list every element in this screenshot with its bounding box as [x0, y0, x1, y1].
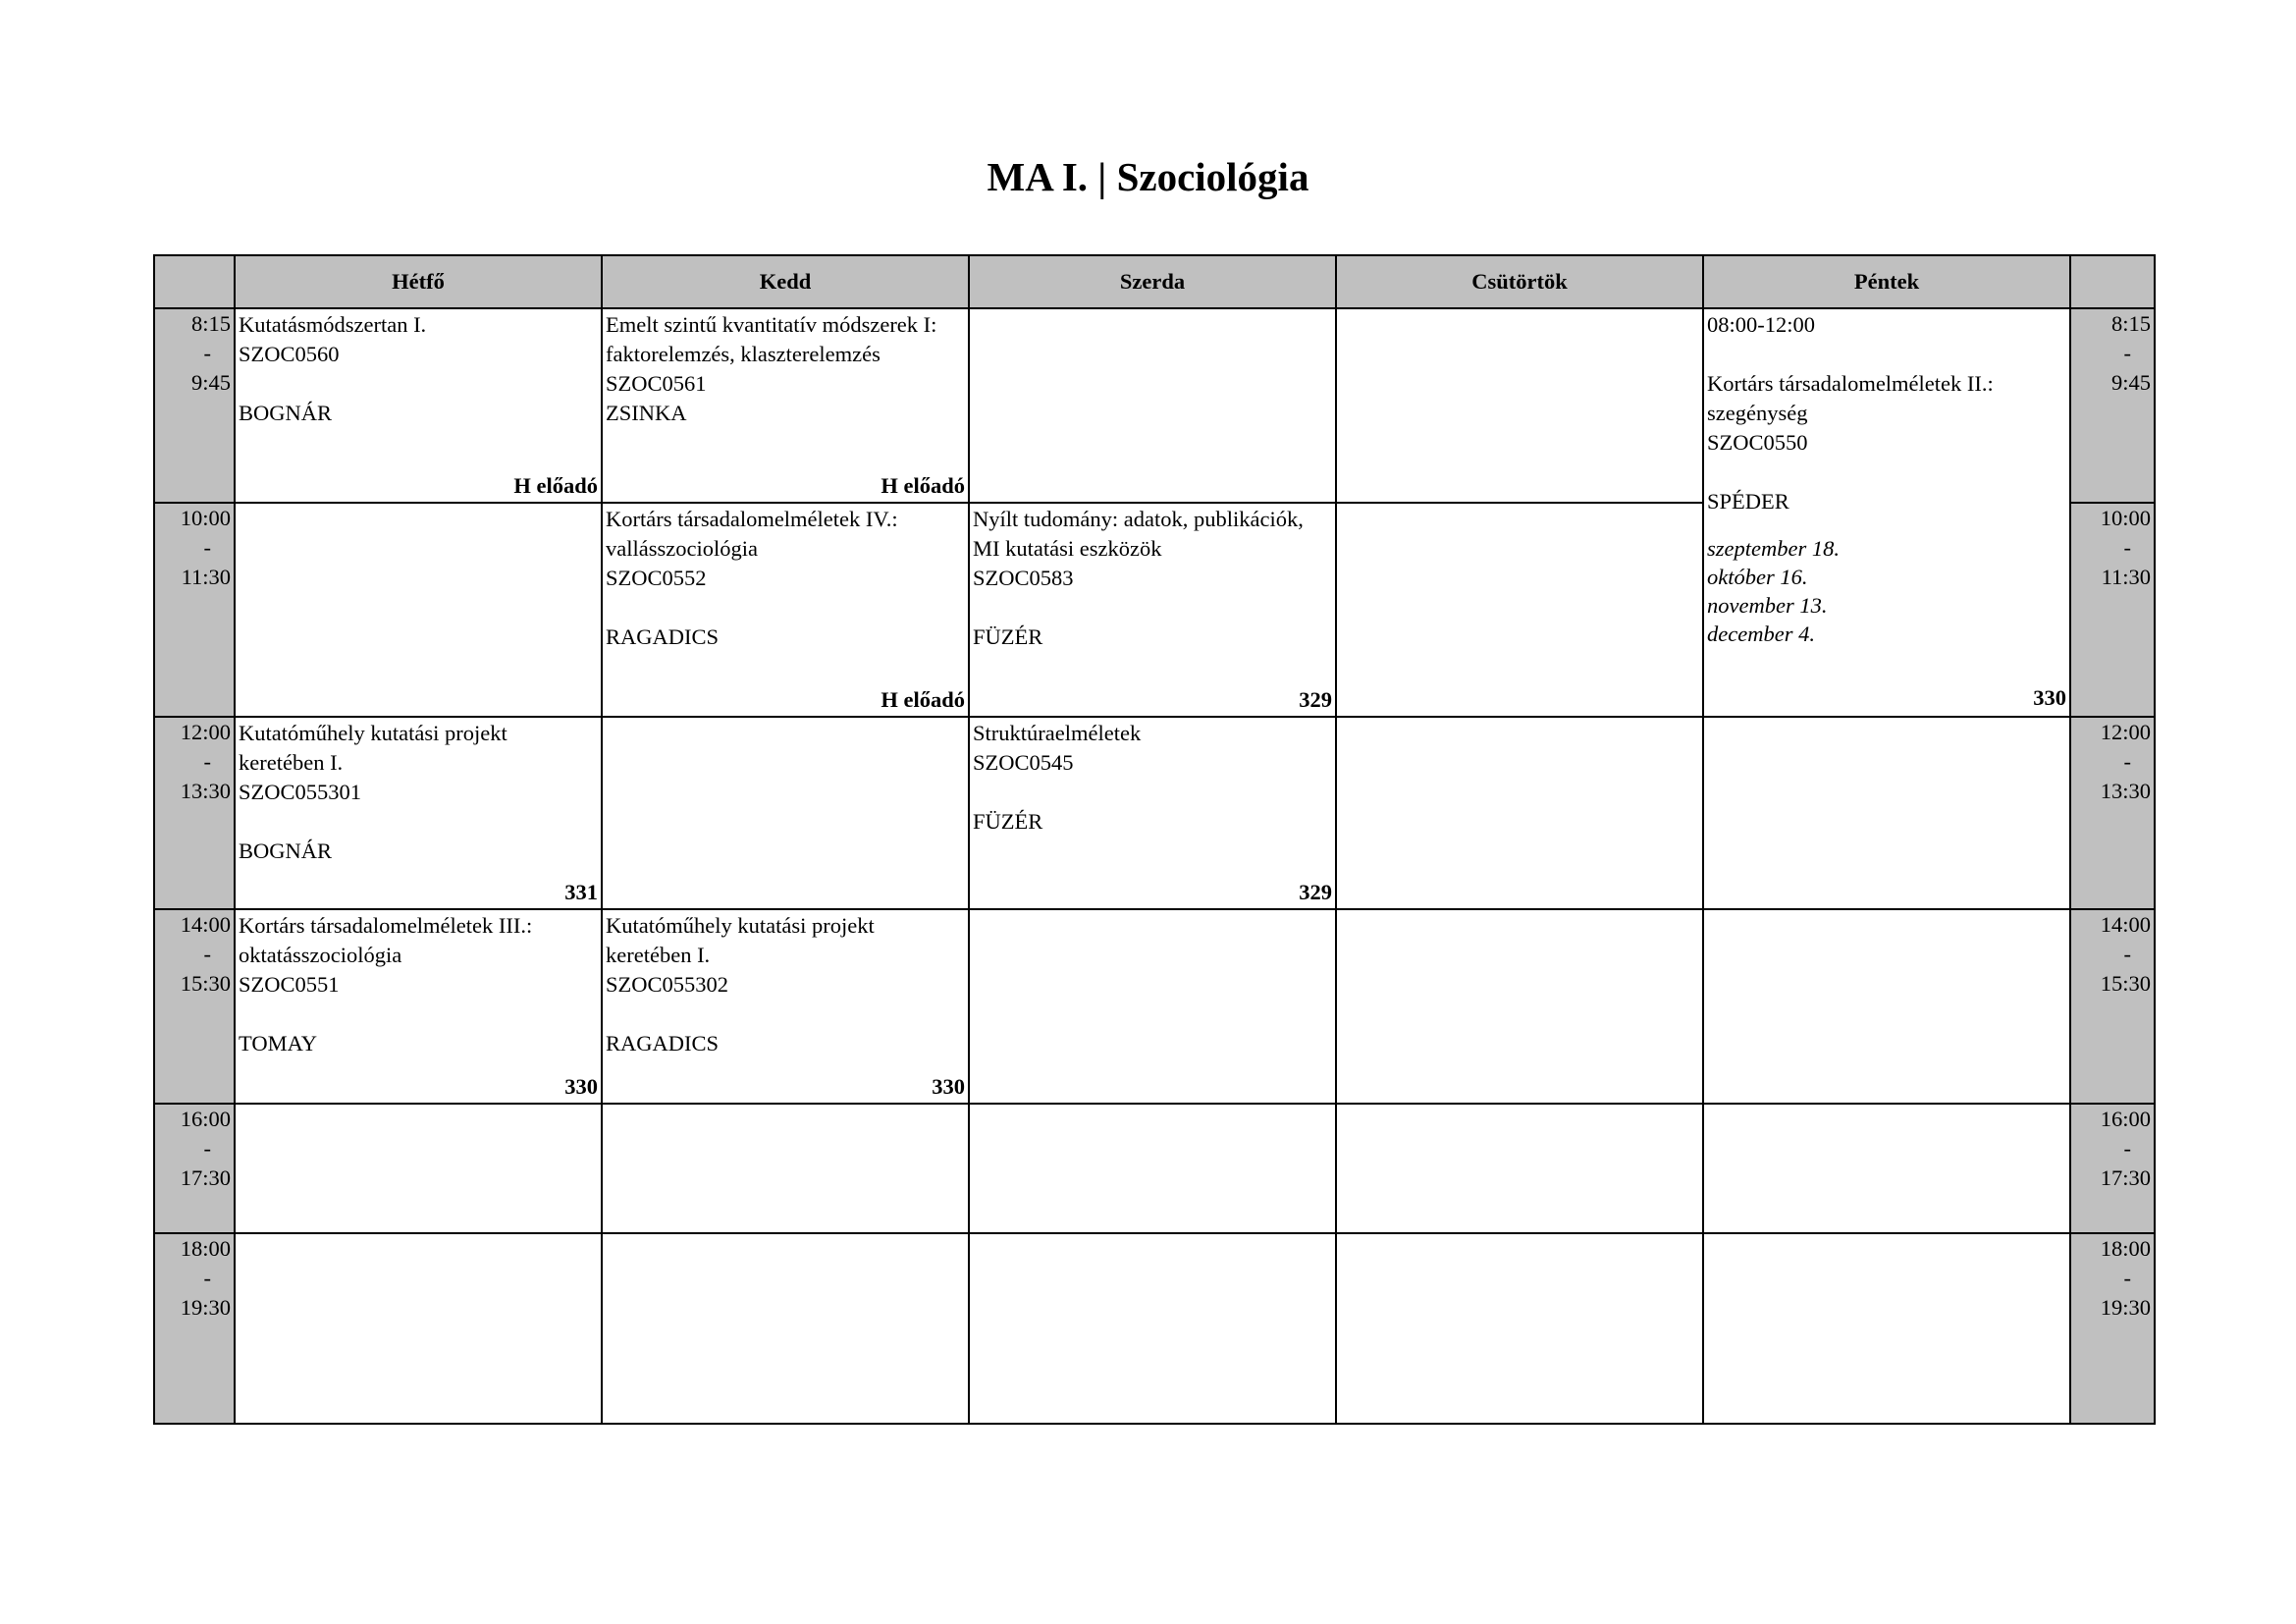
- course-title: Kutatóműhely kutatási projekt: [239, 721, 507, 745]
- page-title: MA I. | Szociológia: [987, 154, 1309, 199]
- time-row-5: [154, 1104, 2155, 1233]
- course-code: SZOC0561: [606, 371, 707, 396]
- course-teacher: ZSINKA: [606, 401, 687, 425]
- slot-friday-5: [1703, 1104, 2070, 1233]
- time-label-left: 16:00 - 17:30: [154, 1104, 235, 1233]
- course-code: SZOC0583: [973, 566, 1074, 590]
- course-title-cont: szegénység: [1707, 401, 1808, 425]
- time-label-left: 12:00 - 13:30: [154, 717, 235, 909]
- time-label-left: 14:00 - 15:30: [154, 909, 235, 1104]
- course-title: Nyílt tudomány: adatok, publikációk,: [973, 507, 1304, 531]
- course-teacher: TOMAY: [239, 1031, 318, 1056]
- slot-thursday-5: [1336, 1104, 1703, 1233]
- course-date: november 13.: [1707, 593, 1828, 618]
- timetable: [153, 254, 2156, 1425]
- slot-friday-3: [1703, 717, 2070, 909]
- slot-monday-2: [235, 503, 602, 717]
- course-room: 330: [564, 1074, 598, 1099]
- course-title-cont: MI kutatási eszközök: [973, 536, 1162, 561]
- slot-tuesday-6: [602, 1233, 969, 1424]
- course-time: 08:00-12:00: [1707, 312, 1815, 337]
- slot-wednesday-2: [969, 503, 1336, 717]
- course-teacher: BOGNÁR: [239, 839, 333, 863]
- header-day-wednesday: Szerda: [969, 255, 1336, 308]
- slot-monday-5: [235, 1104, 602, 1233]
- slot-tuesday-1: [602, 308, 969, 503]
- slot-tuesday-3: [602, 717, 969, 909]
- header-day-tuesday: Kedd: [602, 255, 969, 308]
- course-title-cont: vallásszociológia: [606, 536, 758, 561]
- slot-thursday-2: [1336, 503, 1703, 717]
- course-code: SZOC0545: [973, 750, 1074, 775]
- course-date: december 4.: [1707, 622, 1815, 646]
- time-row-1: [154, 308, 2155, 503]
- time-label-left: 8:15 - 9:45: [154, 308, 235, 503]
- course-teacher: RAGADICS: [606, 1031, 720, 1056]
- course-title: Kutatóműhely kutatási projekt: [606, 913, 875, 938]
- course-title-cont: keretében I.: [606, 943, 711, 967]
- time-label-right: 16:00 - 17:30: [2070, 1104, 2155, 1233]
- course-code: SZOC0550: [1707, 430, 1808, 455]
- time-label-left: 10:00 - 11:30: [154, 503, 235, 717]
- slot-wednesday-5: [969, 1104, 1336, 1233]
- slot-monday-4: [235, 909, 602, 1104]
- course-code: SZOC055301: [239, 780, 362, 804]
- course-code: SZOC0560: [239, 342, 340, 366]
- slot-thursday-3: [1336, 717, 1703, 909]
- header-day-monday: Hétfő: [235, 255, 602, 308]
- course-title: Kortárs társadalomelméletek IV.:: [606, 507, 898, 531]
- course-date: szeptember 18.: [1707, 536, 1840, 561]
- course-teacher: BOGNÁR: [239, 401, 333, 425]
- time-row-3: [154, 717, 2155, 909]
- slot-tuesday-2: [602, 503, 969, 717]
- slot-friday-4: [1703, 909, 2070, 1104]
- slot-tuesday-5: [602, 1104, 969, 1233]
- course-code: SZOC055302: [606, 972, 729, 997]
- course-teacher: FÜZÉR: [973, 809, 1043, 834]
- course-room: H előadó: [513, 473, 598, 498]
- time-label-right: 14:00 - 15:30: [2070, 909, 2155, 1104]
- slot-monday-3: [235, 717, 602, 909]
- header-day-thursday: Csütörtök: [1336, 255, 1703, 308]
- header-row: [154, 255, 2155, 308]
- course-title-cont: oktatásszociológia: [239, 943, 402, 967]
- slot-wednesday-3: [969, 717, 1336, 909]
- header-corner-right: [2070, 255, 2155, 308]
- course-room: H előadó: [881, 473, 965, 498]
- course-room: 330: [932, 1074, 965, 1099]
- course-title: Struktúraelméletek: [973, 721, 1142, 745]
- course-teacher: FÜZÉR: [973, 624, 1043, 649]
- slot-wednesday-1: [969, 308, 1336, 503]
- time-label-right: 18:00 - 19:30: [2070, 1233, 2155, 1424]
- course-room: 330: [2033, 685, 2066, 710]
- time-row-6: [154, 1233, 2155, 1424]
- course-room: 329: [1299, 687, 1332, 712]
- course-title: Emelt szintű kvantitatív módszerek I:: [606, 312, 937, 337]
- time-row-4: [154, 909, 2155, 1104]
- course-date: október 16.: [1707, 565, 1808, 589]
- time-label-right: 12:00 - 13:30: [2070, 717, 2155, 909]
- slot-tuesday-4: [602, 909, 969, 1104]
- time-label-right: 10:00 - 11:30: [2070, 503, 2155, 717]
- course-title: Kortárs társadalomelméletek III.:: [239, 913, 533, 938]
- course-title: Kutatásmódszertan I.: [239, 312, 427, 337]
- course-teacher: RAGADICS: [606, 624, 720, 649]
- course-code: SZOC0551: [239, 972, 340, 997]
- time-label-left: 18:00 - 19:30: [154, 1233, 235, 1424]
- time-label-right: 8:15 - 9:45: [2070, 308, 2155, 503]
- course-teacher: SPÉDER: [1707, 489, 1789, 514]
- course-room: H előadó: [881, 687, 965, 712]
- slot-wednesday-4: [969, 909, 1336, 1104]
- header-day-friday: Péntek: [1703, 255, 2070, 308]
- slot-friday-1-2: [1703, 308, 2070, 717]
- slot-thursday-6: [1336, 1233, 1703, 1424]
- header-corner-left: [154, 255, 235, 308]
- slot-monday-6: [235, 1233, 602, 1424]
- slot-thursday-4: [1336, 909, 1703, 1104]
- course-room: 331: [564, 880, 598, 904]
- slot-monday-1: [235, 308, 602, 503]
- slot-friday-6: [1703, 1233, 2070, 1424]
- course-code: SZOC0552: [606, 566, 707, 590]
- slot-wednesday-6: [969, 1233, 1336, 1424]
- course-title: Kortárs társadalomelméletek II.:: [1707, 371, 1994, 396]
- course-title-cont: keretében I.: [239, 750, 344, 775]
- course-title-cont: faktorelemzés, klaszterelemzés: [606, 342, 881, 366]
- course-room: 329: [1299, 880, 1332, 904]
- slot-thursday-1: [1336, 308, 1703, 503]
